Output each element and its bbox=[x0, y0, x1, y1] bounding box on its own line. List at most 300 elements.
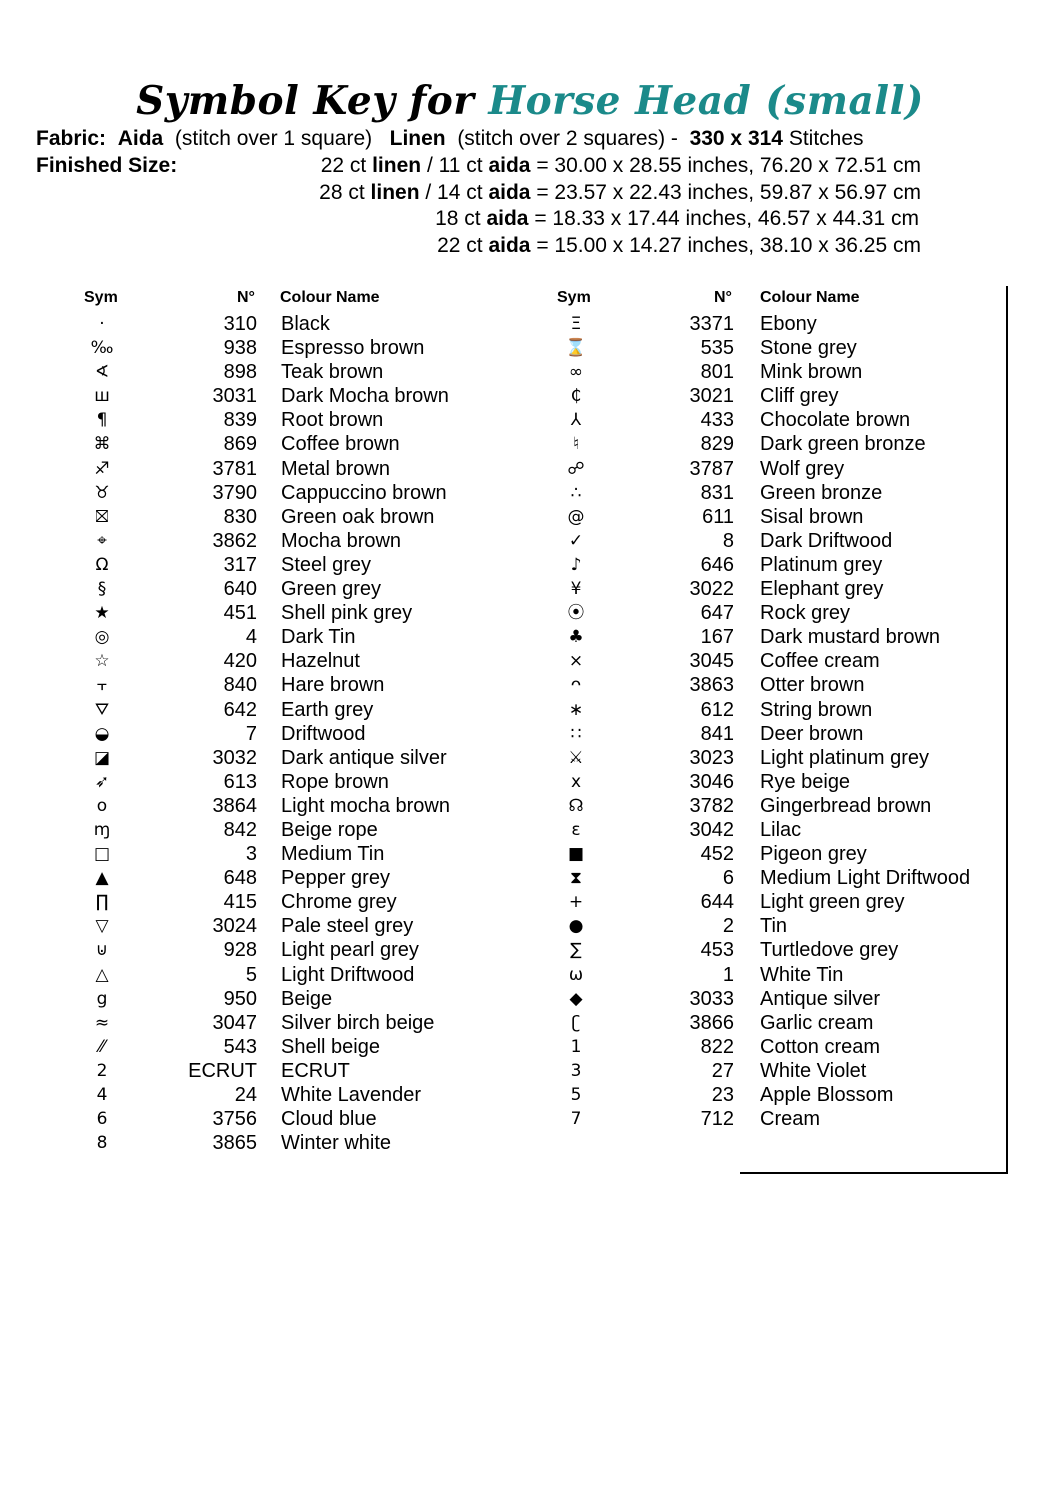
symbol-table-right bbox=[556, 286, 996, 1131]
finished-size-label: Finished Size: bbox=[36, 154, 178, 177]
size-row-4-m1: aida bbox=[488, 234, 531, 257]
colour-name: Gingerbread brown bbox=[760, 794, 932, 817]
floss-number: 640 bbox=[223, 578, 257, 601]
symbol-glyph: Ξ bbox=[570, 314, 582, 334]
symbol-glyph: ⊍ bbox=[95, 940, 109, 961]
table-row bbox=[556, 1011, 996, 1035]
symbol-glyph: ʗ bbox=[571, 1012, 581, 1033]
floss-number: 167 bbox=[700, 626, 734, 649]
colour-name: ECRUT bbox=[281, 1059, 350, 1082]
colour-name: Steel grey bbox=[281, 553, 372, 576]
table-row bbox=[82, 1035, 502, 1059]
symbol-glyph: o bbox=[96, 795, 108, 816]
symbol-glyph: + bbox=[568, 892, 584, 913]
colour-name: Green grey bbox=[281, 578, 382, 601]
header-num: N° bbox=[714, 289, 732, 306]
symbol-glyph: · bbox=[99, 314, 105, 334]
colour-name: Platinum grey bbox=[760, 553, 883, 576]
floss-number: 611 bbox=[702, 505, 734, 528]
floss-number: 841 bbox=[700, 722, 734, 745]
table-row bbox=[556, 432, 996, 456]
floss-number: 839 bbox=[223, 409, 257, 432]
symbol-glyph: 6 bbox=[96, 1109, 108, 1130]
colour-name: Elephant grey bbox=[760, 578, 884, 601]
table-row bbox=[82, 866, 502, 890]
colour-name: Coffee cream bbox=[760, 650, 880, 673]
colour-name: Dark green bronze bbox=[760, 433, 926, 456]
table-row bbox=[82, 938, 502, 962]
size-row-4-dims: = 15.00 x 14.27 inches, 38.10 x 36.25 cm bbox=[536, 234, 921, 257]
symbol-glyph: △ bbox=[95, 964, 109, 985]
symbol-glyph: ⦿ bbox=[567, 603, 585, 624]
floss-number: 612 bbox=[700, 698, 734, 721]
floss-number: 869 bbox=[223, 433, 257, 456]
table-row bbox=[556, 842, 996, 866]
floss-number: 3782 bbox=[689, 794, 734, 817]
symbol-glyph: ⨯ bbox=[568, 651, 584, 672]
colour-name: Pigeon grey bbox=[760, 843, 867, 866]
symbol-table-left bbox=[82, 286, 502, 1155]
symbol-glyph: ¶ bbox=[96, 410, 108, 431]
colour-name: Mink brown bbox=[760, 361, 863, 384]
symbol-glyph: ⁄⁄ bbox=[99, 1036, 105, 1057]
size-row-2-m2: aida bbox=[488, 181, 531, 204]
floss-number: 3756 bbox=[212, 1108, 257, 1131]
size-row-2-ct: 28 ct bbox=[319, 181, 365, 204]
colour-name: Stone grey bbox=[760, 337, 857, 360]
colour-name: Antique silver bbox=[760, 987, 881, 1010]
table-row bbox=[556, 1059, 996, 1083]
colour-name: White Tin bbox=[760, 963, 844, 986]
table-row bbox=[556, 794, 996, 818]
table-row bbox=[82, 336, 502, 360]
floss-number: 646 bbox=[700, 553, 734, 576]
floss-number: ECRUT bbox=[188, 1059, 257, 1082]
table-row bbox=[82, 842, 502, 866]
table-row bbox=[82, 1131, 502, 1155]
floss-number: 950 bbox=[223, 987, 257, 1010]
table-row bbox=[82, 770, 502, 794]
fabric-line bbox=[36, 127, 864, 151]
header-num: N° bbox=[237, 289, 255, 306]
colour-name: Wolf grey bbox=[760, 457, 845, 480]
colour-name: Pale steel grey bbox=[281, 915, 414, 938]
table-row bbox=[82, 360, 502, 384]
floss-number: 642 bbox=[223, 698, 257, 721]
floss-number: 3042 bbox=[689, 818, 734, 841]
title-prefix: Symbol Key for bbox=[136, 78, 475, 124]
floss-number: 840 bbox=[223, 674, 257, 697]
size-row-2-sep: / 14 ct bbox=[425, 181, 483, 204]
table-row bbox=[556, 673, 996, 697]
symbol-glyph: g bbox=[96, 988, 108, 1009]
size-row-3-dims: = 18.33 x 17.44 inches, 46.57 x 44.31 cm bbox=[534, 207, 919, 230]
floss-number: 3865 bbox=[212, 1132, 257, 1155]
symbol-glyph: ∑ bbox=[570, 940, 582, 961]
table-row bbox=[82, 553, 502, 577]
symbol-glyph: 5 bbox=[570, 1085, 582, 1105]
page-title bbox=[0, 78, 1060, 124]
floss-number: 3022 bbox=[689, 578, 734, 601]
header-name: Colour Name bbox=[280, 289, 380, 306]
colour-name: Cliff grey bbox=[760, 385, 839, 408]
size-row-1-m2: aida bbox=[488, 154, 531, 177]
colour-name: Mocha brown bbox=[281, 529, 402, 552]
size-row-3-ct: 18 ct bbox=[435, 207, 481, 230]
floss-number: 712 bbox=[700, 1108, 734, 1131]
table-row bbox=[82, 577, 502, 601]
table-row bbox=[82, 722, 502, 746]
table-row bbox=[82, 794, 502, 818]
size-row-1-sep: / 11 ct bbox=[426, 154, 483, 177]
floss-number: 535 bbox=[700, 337, 734, 360]
table-row bbox=[556, 601, 996, 625]
colour-name: Cappuccino brown bbox=[281, 481, 447, 504]
table-row bbox=[556, 963, 996, 987]
symbol-glyph: ◆ bbox=[569, 988, 583, 1009]
symbol-glyph: @ bbox=[567, 506, 585, 527]
symbol-glyph: ★ bbox=[94, 603, 110, 624]
table-row bbox=[556, 1035, 996, 1059]
table-row bbox=[556, 312, 996, 336]
table-row bbox=[82, 625, 502, 649]
table-row bbox=[82, 914, 502, 938]
table-row bbox=[556, 818, 996, 842]
table-row bbox=[556, 481, 996, 505]
table-row bbox=[556, 938, 996, 962]
floss-number: 310 bbox=[223, 313, 257, 335]
pattern-name: Horse Head (small) bbox=[488, 78, 924, 124]
table-row bbox=[556, 890, 996, 914]
size-row-1 bbox=[321, 154, 921, 178]
table-row bbox=[556, 457, 996, 481]
symbol-glyph: ⧗ bbox=[570, 868, 582, 889]
colour-name: Metal brown bbox=[281, 457, 390, 480]
symbol-glyph: ¥ bbox=[570, 579, 582, 600]
symbol-glyph: ☍ bbox=[567, 458, 585, 479]
floss-number: 3021 bbox=[689, 385, 734, 408]
floss-number: 647 bbox=[700, 602, 734, 625]
floss-number: 5 bbox=[245, 963, 257, 986]
colour-name: Medium Light Driftwood bbox=[760, 867, 971, 890]
floss-number: 3371 bbox=[689, 313, 734, 335]
symbol-glyph: ⛛ bbox=[94, 699, 110, 720]
colour-name: Tin bbox=[760, 915, 788, 938]
symbol-glyph: ♣ bbox=[568, 627, 584, 648]
table-row bbox=[556, 746, 996, 770]
symbol-glyph: ∴ bbox=[570, 482, 582, 503]
table-row bbox=[82, 1083, 502, 1107]
colour-name: Dark mustard brown bbox=[760, 626, 941, 649]
floss-number: 830 bbox=[223, 505, 257, 528]
floss-number: 3047 bbox=[212, 1011, 257, 1034]
table-row bbox=[82, 1059, 502, 1083]
size-row-2 bbox=[319, 181, 921, 205]
fabric-label: Fabric: bbox=[36, 127, 107, 150]
table-row bbox=[556, 649, 996, 673]
table-border-right bbox=[1006, 286, 1008, 1174]
colour-name: Root brown bbox=[281, 409, 384, 432]
colour-name: Medium Tin bbox=[281, 843, 385, 866]
table-row bbox=[556, 336, 996, 360]
floss-number: 3862 bbox=[212, 529, 257, 552]
colour-name: Dark antique silver bbox=[281, 746, 447, 769]
floss-number: 8 bbox=[722, 529, 734, 552]
floss-number: 829 bbox=[700, 433, 734, 456]
symbol-glyph: ♐ bbox=[94, 458, 110, 479]
symbol-glyph: ■ bbox=[567, 844, 585, 865]
symbol-glyph: ᴖ bbox=[570, 675, 582, 696]
colour-name: Rope brown bbox=[281, 770, 389, 793]
floss-number: 3023 bbox=[689, 746, 734, 769]
symbol-glyph: ● bbox=[568, 916, 584, 937]
symbol-glyph: ≈ bbox=[94, 1012, 110, 1033]
colour-name: Beige bbox=[281, 987, 333, 1010]
table-row bbox=[556, 625, 996, 649]
colour-name: Chrome grey bbox=[281, 891, 397, 914]
table-row bbox=[556, 577, 996, 601]
table-row bbox=[82, 432, 502, 456]
floss-number: 3866 bbox=[689, 1011, 734, 1034]
table-row bbox=[82, 987, 502, 1011]
colour-name: Beige rope bbox=[281, 818, 378, 841]
table-row bbox=[82, 505, 502, 529]
symbol-glyph: □ bbox=[93, 844, 111, 865]
symbol-glyph: ш bbox=[94, 386, 110, 407]
symbol-glyph: ₵ bbox=[570, 386, 582, 407]
colour-name: White Lavender bbox=[281, 1084, 422, 1106]
symbol-glyph: ∗ bbox=[568, 699, 584, 720]
colour-name: Cotton cream bbox=[760, 1035, 881, 1058]
stitches-label: Stitches bbox=[788, 127, 864, 150]
table-row bbox=[82, 818, 502, 842]
table-row bbox=[82, 408, 502, 432]
colour-name: Light Driftwood bbox=[281, 963, 415, 986]
size-row-4-ct: 22 ct bbox=[437, 234, 483, 257]
floss-number: 644 bbox=[700, 891, 734, 914]
floss-number: 3 bbox=[245, 843, 257, 866]
table-row bbox=[556, 866, 996, 890]
symbol-glyph: ∏ bbox=[95, 892, 109, 913]
symbol-glyph: ➶ bbox=[94, 771, 110, 792]
colour-name: Silver birch beige bbox=[281, 1011, 435, 1034]
symbol-glyph: ◎ bbox=[94, 627, 110, 648]
floss-number: 831 bbox=[700, 481, 734, 504]
table-row bbox=[82, 457, 502, 481]
symbol-glyph: ⛝ bbox=[95, 506, 109, 527]
floss-number: 3787 bbox=[689, 457, 734, 480]
colour-name: Black bbox=[281, 313, 330, 335]
size-row-2-m1: linen bbox=[370, 181, 420, 204]
table-row bbox=[556, 1107, 996, 1131]
floss-number: 3046 bbox=[689, 770, 734, 793]
fabric-linen: Linen bbox=[389, 127, 446, 150]
floss-number: 4 bbox=[245, 626, 257, 649]
table-row bbox=[556, 529, 996, 553]
size-row-4 bbox=[437, 234, 921, 258]
floss-number: 1 bbox=[722, 963, 734, 986]
table-row bbox=[82, 601, 502, 625]
symbol-glyph: ◪ bbox=[93, 747, 111, 768]
size-row-3 bbox=[435, 207, 919, 231]
table-row bbox=[556, 698, 996, 722]
symbol-glyph: ∞ bbox=[568, 362, 584, 383]
floss-number: 7 bbox=[245, 722, 257, 745]
colour-name: Dark Tin bbox=[281, 626, 356, 649]
colour-name: Teak brown bbox=[281, 361, 384, 384]
floss-number: 928 bbox=[223, 939, 257, 962]
colour-name: White Violet bbox=[760, 1059, 867, 1082]
table-row bbox=[82, 529, 502, 553]
symbol-glyph: ✓ bbox=[568, 530, 584, 551]
colour-name: Light platinum grey bbox=[760, 746, 929, 769]
floss-number: 27 bbox=[711, 1059, 734, 1082]
symbol-glyph: § bbox=[97, 579, 107, 600]
symbol-glyph: 4 bbox=[96, 1085, 108, 1105]
floss-number: 613 bbox=[223, 770, 257, 793]
colour-name: Cloud blue bbox=[281, 1108, 377, 1131]
symbol-glyph: ▽ bbox=[95, 916, 109, 937]
header-name: Colour Name bbox=[760, 289, 860, 306]
symbol-glyph: ▲ bbox=[95, 868, 109, 889]
floss-number: 3032 bbox=[212, 746, 257, 769]
colour-name: Dark Driftwood bbox=[760, 529, 893, 552]
floss-number: 3781 bbox=[212, 457, 257, 480]
symbol-glyph: ☊ bbox=[568, 795, 584, 816]
floss-number: 3033 bbox=[689, 987, 734, 1010]
symbol-glyph: ∷ bbox=[570, 723, 582, 744]
floss-number: 23 bbox=[711, 1084, 734, 1106]
stitches-count: 330 x 314 bbox=[689, 127, 783, 150]
table-row bbox=[556, 914, 996, 938]
size-row-2-dims: = 23.57 x 22.43 inches, 59.87 x 56.97 cm bbox=[536, 181, 921, 204]
size-row-1-ct: 22 ct bbox=[320, 154, 367, 177]
floss-number: 453 bbox=[700, 939, 734, 962]
table-row bbox=[82, 1011, 502, 1035]
colour-name: Rock grey bbox=[760, 602, 851, 625]
floss-number: 842 bbox=[223, 818, 257, 841]
colour-name: Ebony bbox=[760, 313, 817, 335]
colour-name: Dark Mocha brown bbox=[281, 385, 449, 408]
colour-name: Deer brown bbox=[760, 722, 864, 745]
floss-number: 648 bbox=[223, 867, 257, 890]
table-header bbox=[556, 286, 996, 312]
symbol-glyph: ♉ bbox=[94, 482, 110, 503]
colour-name: Hare brown bbox=[281, 674, 385, 697]
table-header bbox=[82, 286, 502, 312]
floss-number: 3863 bbox=[689, 674, 734, 697]
table-border-bottom bbox=[740, 1172, 1007, 1174]
table-row bbox=[82, 481, 502, 505]
symbol-glyph: 1 bbox=[570, 1036, 582, 1057]
floss-number: 451 bbox=[223, 602, 257, 625]
colour-name: Pepper grey bbox=[281, 867, 390, 890]
floss-number: 801 bbox=[700, 361, 734, 384]
symbol-glyph: ω bbox=[568, 964, 584, 985]
symbol-glyph: 7 bbox=[570, 1109, 582, 1130]
symbol-glyph: ɱ bbox=[93, 819, 111, 840]
table-row bbox=[556, 722, 996, 746]
symbol-glyph: ⚔ bbox=[568, 747, 584, 768]
symbol-glyph: x bbox=[570, 771, 582, 792]
colour-name: Light pearl grey bbox=[281, 939, 419, 962]
floss-number: 6 bbox=[722, 867, 734, 890]
table-row bbox=[556, 987, 996, 1011]
colour-name: Lilac bbox=[760, 818, 802, 841]
floss-number: 24 bbox=[234, 1084, 257, 1106]
colour-name: Green bronze bbox=[760, 481, 883, 504]
floss-number: 433 bbox=[700, 409, 734, 432]
table-row bbox=[556, 1083, 996, 1107]
size-row-3-m1: aida bbox=[486, 207, 529, 230]
colour-name: Turtledove grey bbox=[760, 939, 899, 962]
symbol-glyph: ⫟ bbox=[96, 675, 108, 696]
colour-name: Hazelnut bbox=[281, 650, 360, 673]
colour-name: Shell beige bbox=[281, 1035, 380, 1058]
colour-name: Apple Blossom bbox=[760, 1084, 894, 1106]
floss-number: 822 bbox=[700, 1035, 734, 1058]
floss-number: 3031 bbox=[212, 385, 257, 408]
colour-name: Cream bbox=[760, 1108, 821, 1131]
symbol-glyph: 8 bbox=[96, 1133, 108, 1154]
colour-name: Driftwood bbox=[281, 722, 366, 745]
symbol-glyph: ε bbox=[571, 819, 581, 840]
fabric-aida: Aida bbox=[117, 127, 164, 150]
table-row bbox=[82, 1107, 502, 1131]
symbol-glyph: 3 bbox=[570, 1060, 582, 1081]
floss-number: 2 bbox=[722, 915, 734, 938]
fabric-aida-note: (stitch over 1 square) bbox=[174, 127, 373, 150]
header-sym: Sym bbox=[84, 289, 118, 306]
colour-name: Winter white bbox=[281, 1132, 392, 1155]
floss-number: 543 bbox=[223, 1035, 257, 1058]
table-row bbox=[556, 360, 996, 384]
symbol-glyph: ⌖ bbox=[97, 530, 107, 551]
colour-name: Light mocha brown bbox=[281, 794, 450, 817]
header-sym: Sym bbox=[557, 289, 591, 306]
colour-name: String brown bbox=[760, 698, 873, 721]
fabric-linen-note: (stitch over 2 squares) - bbox=[457, 127, 678, 150]
floss-number: 3864 bbox=[212, 794, 257, 817]
colour-name: Earth grey bbox=[281, 698, 374, 721]
symbol-glyph: 2 bbox=[96, 1060, 108, 1081]
symbol-glyph: Ω bbox=[95, 554, 109, 575]
symbol-glyph: ‰ bbox=[90, 338, 114, 359]
table-row bbox=[556, 408, 996, 432]
table-row bbox=[82, 673, 502, 697]
floss-number: 898 bbox=[223, 361, 257, 384]
colour-name: Rye beige bbox=[760, 770, 851, 793]
colour-name: Shell pink grey bbox=[281, 602, 413, 625]
colour-name: Coffee brown bbox=[281, 433, 400, 456]
table-row bbox=[556, 384, 996, 408]
floss-number: 420 bbox=[223, 650, 257, 673]
symbol-glyph: ⌛ bbox=[565, 338, 587, 359]
table-row bbox=[82, 746, 502, 770]
symbol-glyph: ♪ bbox=[570, 554, 582, 575]
table-row bbox=[82, 384, 502, 408]
floss-number: 415 bbox=[223, 891, 257, 914]
colour-name: Garlic cream bbox=[760, 1011, 874, 1034]
table-row bbox=[82, 698, 502, 722]
colour-name: Chocolate brown bbox=[760, 409, 911, 432]
symbol-glyph: ∢ bbox=[94, 362, 110, 383]
colour-name: Green oak brown bbox=[281, 505, 435, 528]
table-row bbox=[82, 312, 502, 336]
symbol-glyph: ⅄ bbox=[570, 410, 582, 431]
table-row bbox=[556, 505, 996, 529]
size-row-1-dims: = 30.00 x 28.55 inches, 76.20 x 72.51 cm bbox=[536, 154, 921, 177]
